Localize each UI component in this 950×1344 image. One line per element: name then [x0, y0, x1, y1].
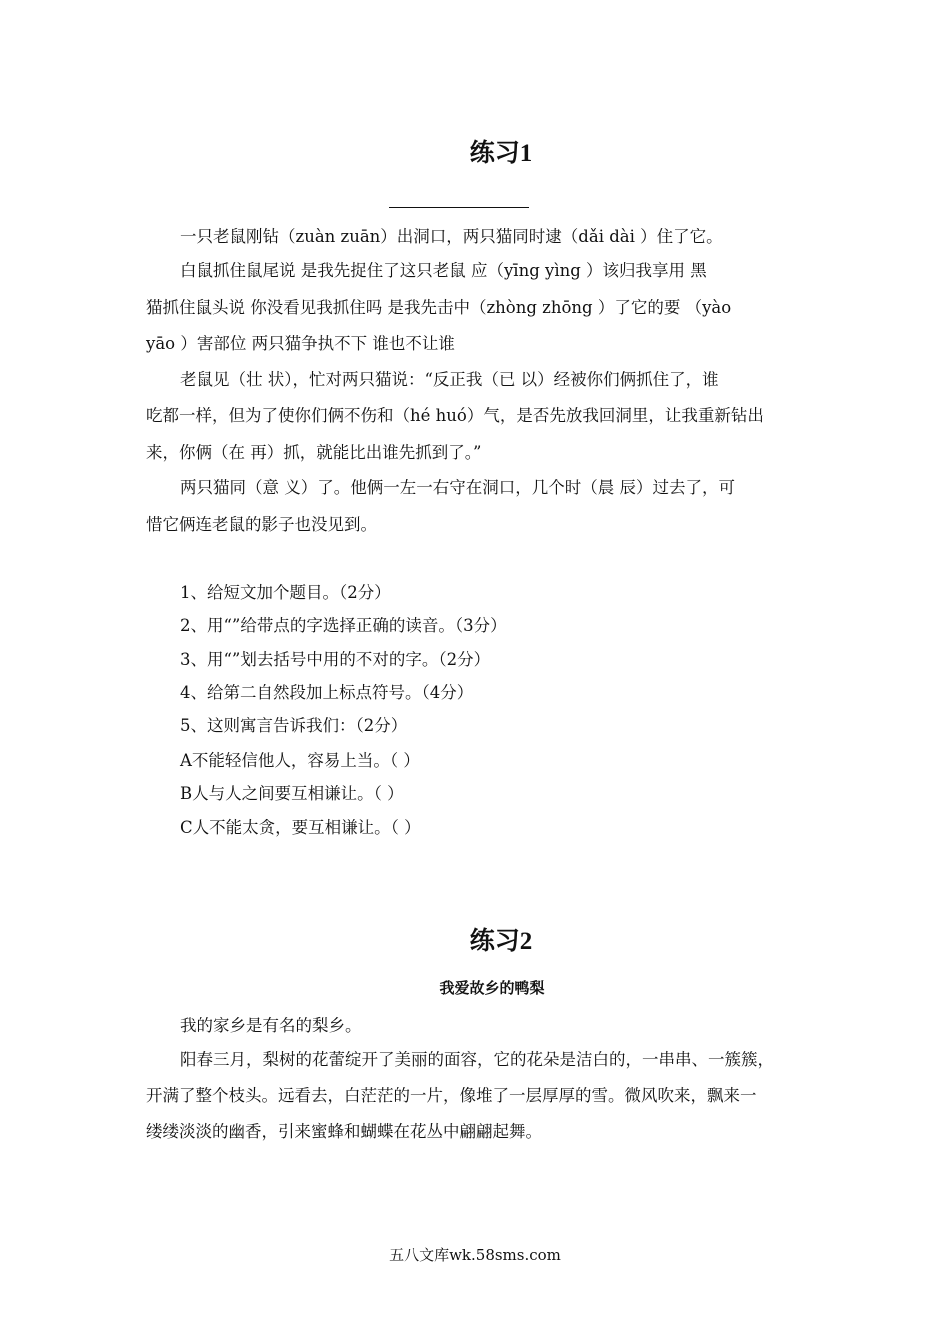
- title-blank-line: [389, 207, 529, 208]
- exercise2-subtitle: 我爱故乡的鸭梨: [439, 979, 545, 997]
- passage1-line: 老鼠见（壮 状），忙对两只猫说：“反正我（已 以）经被你们俩抓住了，谁: [180, 370, 719, 389]
- question-item: 3、用“”划去括号中用的不对的字。（2分）: [180, 650, 491, 669]
- answer-option-a: A不能轻信他人，容易上当。（ ）: [180, 751, 420, 770]
- passage1-line: 白鼠抓住鼠尾说 是我先捉住了这只老鼠 应（yīng yìng ）该归我享用 黑: [180, 261, 707, 280]
- exercise1-title: 练习1: [469, 140, 533, 167]
- passage1-line: 来，你俩（在 再）抓，就能比出谁先抓到了。”: [146, 443, 482, 462]
- passage1-line: 一只老鼠刚钻（zuàn zuān）出洞口，两只猫同时逮（dǎi dài ）住了它。: [180, 227, 723, 246]
- question-item: 4、给第二自然段加上标点符号。（4分）: [180, 683, 474, 702]
- passage1-line: yāo ）害部位 两只猫争执不下 谁也不让谁: [146, 334, 455, 353]
- answer-option-b: B人与人之间要互相谦让。（ ）: [180, 784, 404, 803]
- passage2-line: 开满了整个枝头。远看去，白茫茫的一片，像堆了一层厚厚的雪。微风吹来，飘来一: [146, 1086, 757, 1105]
- passage2-line: 我的家乡是有名的梨乡。: [180, 1016, 362, 1035]
- footer-watermark: 五八文库wk.58sms.com: [389, 1246, 561, 1264]
- passage2-line: 阳春三月，梨树的花蕾绽开了美丽的面容，它的花朵是洁白的，一串串、一簇簇，: [180, 1050, 774, 1069]
- exercise2-title: 练习2: [469, 928, 533, 955]
- answer-option-c: C人不能太贪，要互相谦让。（ ）: [180, 818, 421, 837]
- passage1-line: 吃都一样，但为了使你们俩不伤和（hé huó）气，是否先放我回洞里，让我重新钻出: [146, 406, 764, 425]
- question-item: 2、用“”给带点的字选择正确的读音。（3分）: [180, 616, 507, 635]
- passage1-line: 惜它俩连老鼠的影子也没见到。: [146, 515, 377, 534]
- passage1-line: 猫抓住鼠头说 你没看见我抓住吗 是我先击中（zhòng zhōng ）了它的要 （yào: [146, 298, 732, 317]
- passage1-line: 两只猫同（意 义）了。他俩一左一右守在洞口，几个时（晨 辰）过去了，可: [180, 478, 735, 497]
- passage2-line: 缕缕淡淡的幽香，引来蜜蜂和蝴蝶在花丛中翩翩起舞。: [146, 1122, 542, 1141]
- question-item: 5、这则寓言告诉我们：（2分）: [180, 716, 408, 735]
- question-item: 1、给短文加个题目。（2分）: [180, 583, 391, 602]
